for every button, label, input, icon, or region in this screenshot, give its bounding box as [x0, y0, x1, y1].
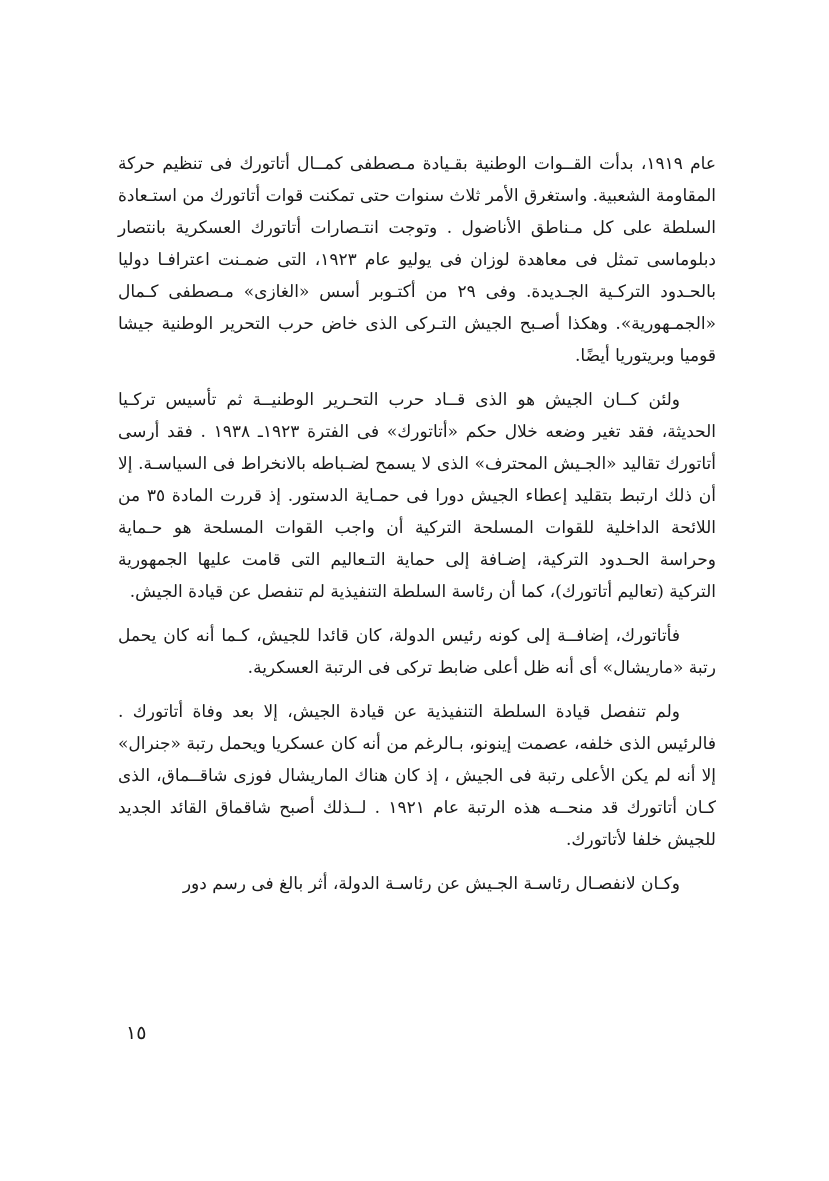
paragraph-5: وكـان لانفصـال رئاسـة الجـيش عن رئاسـة الدولة، أثر بالغ فى رسم دور	[182, 874, 680, 894]
paragraph-4: ولم تنفصل قيادة السلطة التنفيذية عن قيادة الجيش، إلا بعد وفاة أتاتورك . فالرئيس الذى خلفه، عصمت إينونو، بـالرغم من أنه كان عسكريا ويحمل رتبة «جنرال» إلا أنه لم يكن الأعلى رتبة فى الجيش ، إذ كان هناك الماريشال فوزى شاقــماق، الذى كـان أتاتورك قد منحــه هذه الرتبة عام ١٩٢١ . لــذلك أصبح شاقماق القائد الجديد للجيش خلفا لأتاتورك.	[118, 702, 717, 850]
paragraph-2: ولئن كــان الجيش هو الذى قــاد حرب التحـرير الوطنيــة ثم تأسيس تركـيا الحديثة، فقد تغير وضعه خلال حكم «أتاتورك» فى الفترة ١٩٢٣ـ ١٩٣٨ . فقد أرسى أتاتورك تقاليد «الجـيش المحترف» الذى لا يسمح لضـباطه بالانخراط فى السياسـة. إلا أن ذلك ارتبط بتقليد إعطاء الجيش دورا فى حمـاية الدستور. إذ قررت المادة ٣٥ من اللائحة الداخلية للقوات المسلحة التركية أن واجب القوات المسلحة هو حـماية وحراسة الحـدود التركية، إضـافة إلى حماية التـعاليم التى قامت عليها الجمهورية التركية (تعاليم أتاتورك)، كما أن رئاسة السلطة التنفيذية لم تنفصل عن قيادة الجيش.	[118, 390, 716, 602]
paragraph-3: فأتاتورك، إضافــة إلى كونه رئيس الدولة، كان قائدا للجيش، كـما أنه كان يحمل رتبة «ماريشال» أى أنه ظل أعلى ضابط تركى فى الرتبة العسكرية.	[118, 626, 716, 678]
body-text	[118, 148, 716, 912]
page-number: ١٥	[126, 1022, 147, 1044]
paragraph-1: عام ١٩١٩، بدأت القــوات الوطنية بقـيادة مـصطفى كمــال أتاتورك فى تنظيم حركة المقاومة الشعبية. واستغرق الأمر ثلاث سنوات حتى تمكنت قوات أتاتورك من استـعادة السلطة على كل مـناطق الأناضول . وتوجت انتـصارات أتاتورك العسكرية بانتصار دبلوماسى تمثل فى معاهدة لوزان فى يوليو عام ١٩٢٣، التى ضمـنت اعترافـا دوليا بالحـدود التركـية الجـديدة. وفى ٢٩ من أكتـوبر أسس «الغازى» مـصطفى كـمال «الجمـهورية». وهكذا أصـبح الجيش التـركى الذى خاض حرب التحرير الوطنية جيشا قوميا وبريتوريا أيضًا.	[118, 154, 716, 366]
